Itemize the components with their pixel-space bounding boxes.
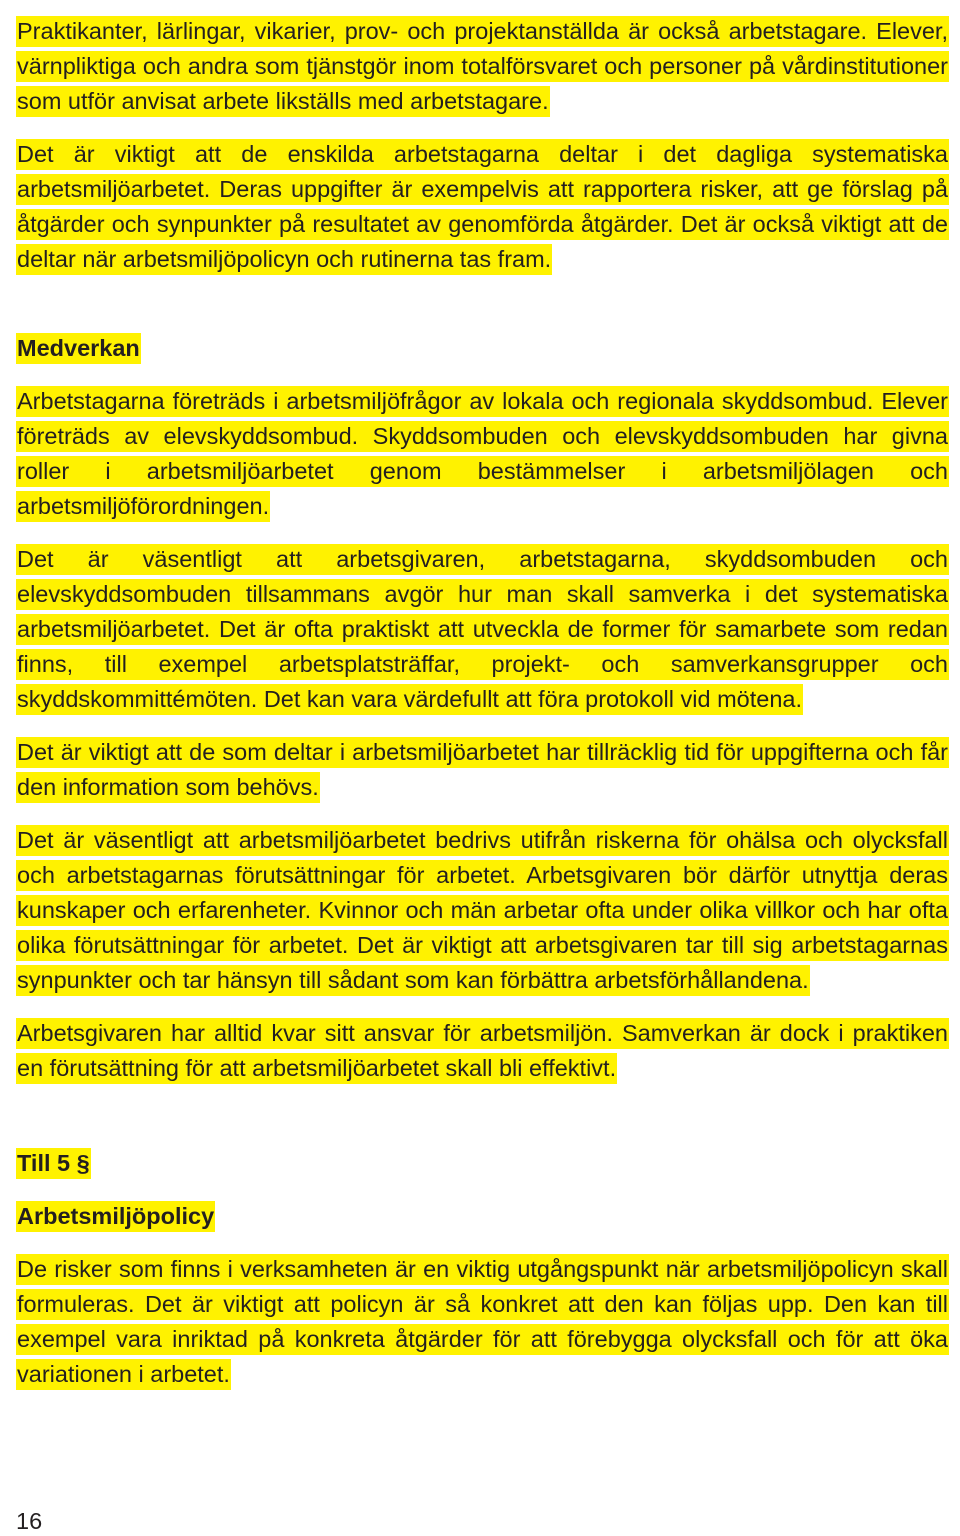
- section-heading-till-5: [16, 1146, 949, 1181]
- paragraph-arbetstagare-definition: [16, 14, 949, 119]
- highlighted-text: Praktikanter, lärlingar, vikarier, prov- och projektanställda är också arbetstagare. Elever, värnpliktiga och andra som tjänstgör inom totalförsvaret och personer på vårdinstitutioner som utför anvisat arbete likställs med arbetstagare.: [16, 16, 949, 117]
- paragraph-skyddsombud: [16, 384, 949, 524]
- paragraph-risker-ohalsa: [16, 823, 949, 998]
- page-number: 16: [16, 1508, 43, 1534]
- highlighted-text: Det är viktigt att de som deltar i arbetsmiljöarbetet har tillräcklig tid för uppgifterna och får den information som behövs.: [16, 737, 949, 803]
- highlighted-text: Det är viktigt att de enskilda arbetstagarna deltar i det dagliga systematiska arbetsmiljöarbetet. Deras uppgifter är exempelvis att rapportera risker, att ge förslag på åtgärder och synpunkter på resultatet av genomförda åtgärder. Det är också viktigt att de deltar när arbetsmiljöpolicyn och rutinerna tas fram.: [16, 139, 949, 275]
- highlighted-text: Det är väsentligt att arbetsgivaren, arbetstagarna, skyddsombuden och elevskyddsombuden tillsammans avgör hur man skall samverka i det systematiska arbetsmiljöarbetet. Det är ofta praktiskt att utveckla de former för samarbete som redan finns, till exempel arbetsplatsträffar, projekt- och samverkansgrupper och skyddskommittémöten. Det kan vara värdefullt att föra protokoll vid mötena.: [16, 544, 949, 715]
- paragraph-ansvar: [16, 1016, 949, 1086]
- paragraph-tillracklig-tid: [16, 735, 949, 805]
- highlighted-text: Arbetstagarna företräds i arbetsmiljöfrågor av lokala och regionala skyddsombud. Elever företräds av elevskyddsombud. Skyddsombuden och elevskyddsombuden har givna roller i arbetsmiljöarbetet genom bestämmelser i arbetsmiljölagen och arbetsmiljöförordningen.: [16, 386, 949, 522]
- highlighted-text: Arbetsgivaren har alltid kvar sitt ansvar för arbetsmiljön. Samverkan är dock i praktiken en förutsättning för att arbetsmiljöarbetet skall bli effektivt.: [16, 1018, 949, 1084]
- highlighted-text: Medverkan: [16, 333, 141, 364]
- document-page: [16, 14, 949, 1392]
- paragraph-policy: [16, 1252, 949, 1392]
- paragraph-enskilda-deltar: [16, 137, 949, 277]
- section-heading-medverkan: [16, 331, 949, 366]
- highlighted-text: De risker som finns i verksamheten är en viktig utgångspunkt när arbetsmiljöpolicyn skall formuleras. Det är viktigt att policyn är så konkret att den kan följas upp. Den kan till exempel vara inriktad på konkreta åtgärder för att förebygga olycksfall och för att öka variationen i arbetet.: [16, 1254, 949, 1390]
- highlighted-text: Till 5 §: [16, 1148, 91, 1179]
- paragraph-samverka: [16, 542, 949, 717]
- highlighted-text: Det är väsentligt att arbetsmiljöarbetet bedrivs utifrån riskerna för ohälsa och olycksfall och arbetstagarnas förutsättningar för arbetet. Arbetsgivaren bör därför utnyttja deras kunskaper och erfarenheter. Kvinnor och män arbetar ofta under olika villkor och har ofta olika förutsättningar för arbetet. Det är viktigt att arbetsgivaren tar till sig arbetstagarnas synpunkter och tar hänsyn till sådant som kan förbättra arbetsförhållandena.: [16, 825, 949, 996]
- highlighted-text: Arbetsmiljöpolicy: [16, 1201, 215, 1232]
- subheading-arbetsmiljopolicy: [16, 1199, 949, 1234]
